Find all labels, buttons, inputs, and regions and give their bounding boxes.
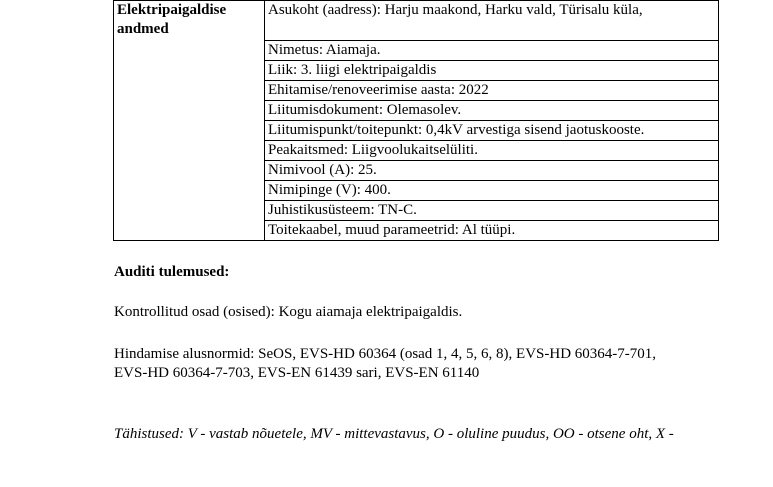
supply-cable-cell: Toitekaabel, muud parameetrid: Al tüüpi. [265,221,719,241]
name-cell: Nimetus: Aiamaja. [265,41,719,61]
audit-results-heading: Auditi tulemused: [114,264,230,280]
year-cell: Ehitamise/renoveerimise aasta: 2022 [265,81,719,101]
norms-text-line-1: Hindamise alusnormid: SeOS, EVS-HD 60364 (osad 1, 4, 5, 6, 8), EVS-HD 60364-7-701, [114,346,657,362]
connection-document-cell: Liitumisdokument: Olemasolev. [265,101,719,121]
rated-voltage-cell: Nimipinge (V): 400. [265,181,719,201]
norms-text-line-2: EVS-HD 60364-7-703, EVS-EN 61439 sari, EVS-EN 61140 [114,365,480,381]
rated-current-cell: Nimivool (A): 25. [265,161,719,181]
legend-text: Tähistused: V - vastab nõuetele, MV - mittevastavus, O - oluline puudus, OO - otsene oht, X - [114,426,674,442]
location-cell: Asukoht (aadress): Harju maakond, Harku vald, Türisalu küla, [265,1,719,41]
controlled-parts-text: Kontrollitud osad (osised): Kogu aiamaja elektripaigaldis. [114,304,463,320]
wiring-system-cell: Juhistikusüsteem: TN-C. [265,201,719,221]
main-fuses-cell: Peakaitsmed: Liigvoolukaitselüliti. [265,141,719,161]
table-row [114,1,719,41]
table-label-cell: Elektripaigaldise andmed [114,1,265,241]
installation-data-table [113,0,719,241]
type-cell: Liik: 3. liigi elektripaigaldis [265,61,719,81]
connection-point-cell: Liitumispunkt/toitepunkt: 0,4kV arvestiga sisend jaotuskooste. [265,121,719,141]
